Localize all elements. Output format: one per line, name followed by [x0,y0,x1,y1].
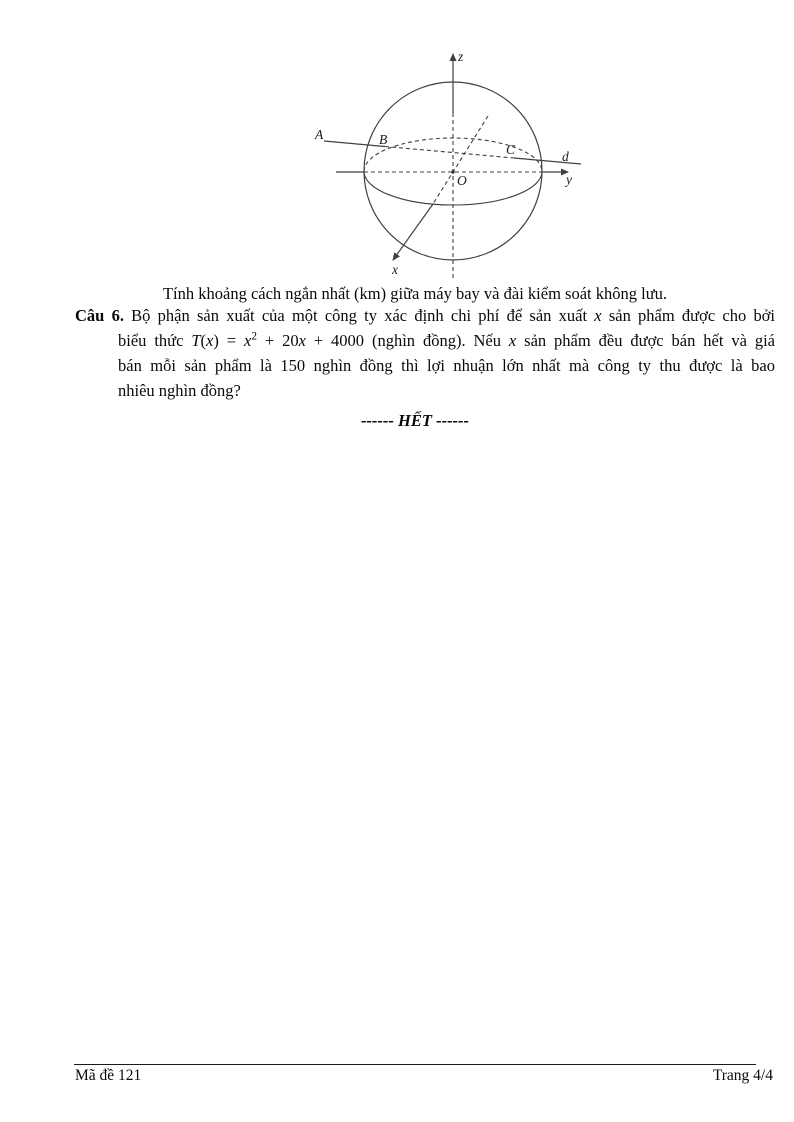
question-block [75,303,775,403]
figure-caption: Tính khoảng cách ngắn nhất (km) giữa máy bay và đài kiểm soát không lưu. [162,284,668,303]
sphere-diagram [0,0,794,300]
footer-rule [74,1064,756,1065]
question-line: bán mỗi sản phẩm là 150 nghìn đồng thì lợi nhuận lớn nhất mà công ty thu được là bao [118,356,775,375]
footer-page-number: Trang 4/4 [712,1067,773,1084]
line-d-hidden-segment [385,147,514,159]
question-line: biểu thức $T(x) = x^2 + 20x + 4000$ (nghìn đồng). Nếu x sản phẩm đều được bán hết và giá [118,330,775,350]
line-d-right-segment [514,158,581,164]
end-marker: ------ HẾT ------ [360,411,470,430]
question-line: Câu 6. Bộ phận sản xuất của một công ty xác định chi phí để sản xuất x sản phẩm được cho bởi [75,306,776,325]
x-axis-hidden-segment [433,116,488,204]
z-axis-label: z [458,49,464,64]
y-axis-label: y [566,172,572,187]
footer-doc-code: Mã đề 121 [75,1067,142,1084]
line-d-label: d [562,149,569,164]
point-c-label: C [506,142,516,157]
x-axis-label: x [392,262,398,277]
point-a-label: A [315,127,324,142]
origin-label: O [457,173,467,188]
origin-dot [451,170,454,173]
x-axis-arrow-segment [393,204,433,260]
question-line: nhiêu nghìn đồng? [118,381,241,400]
line-d-left-segment [324,141,385,147]
point-b-label: B [379,132,388,147]
